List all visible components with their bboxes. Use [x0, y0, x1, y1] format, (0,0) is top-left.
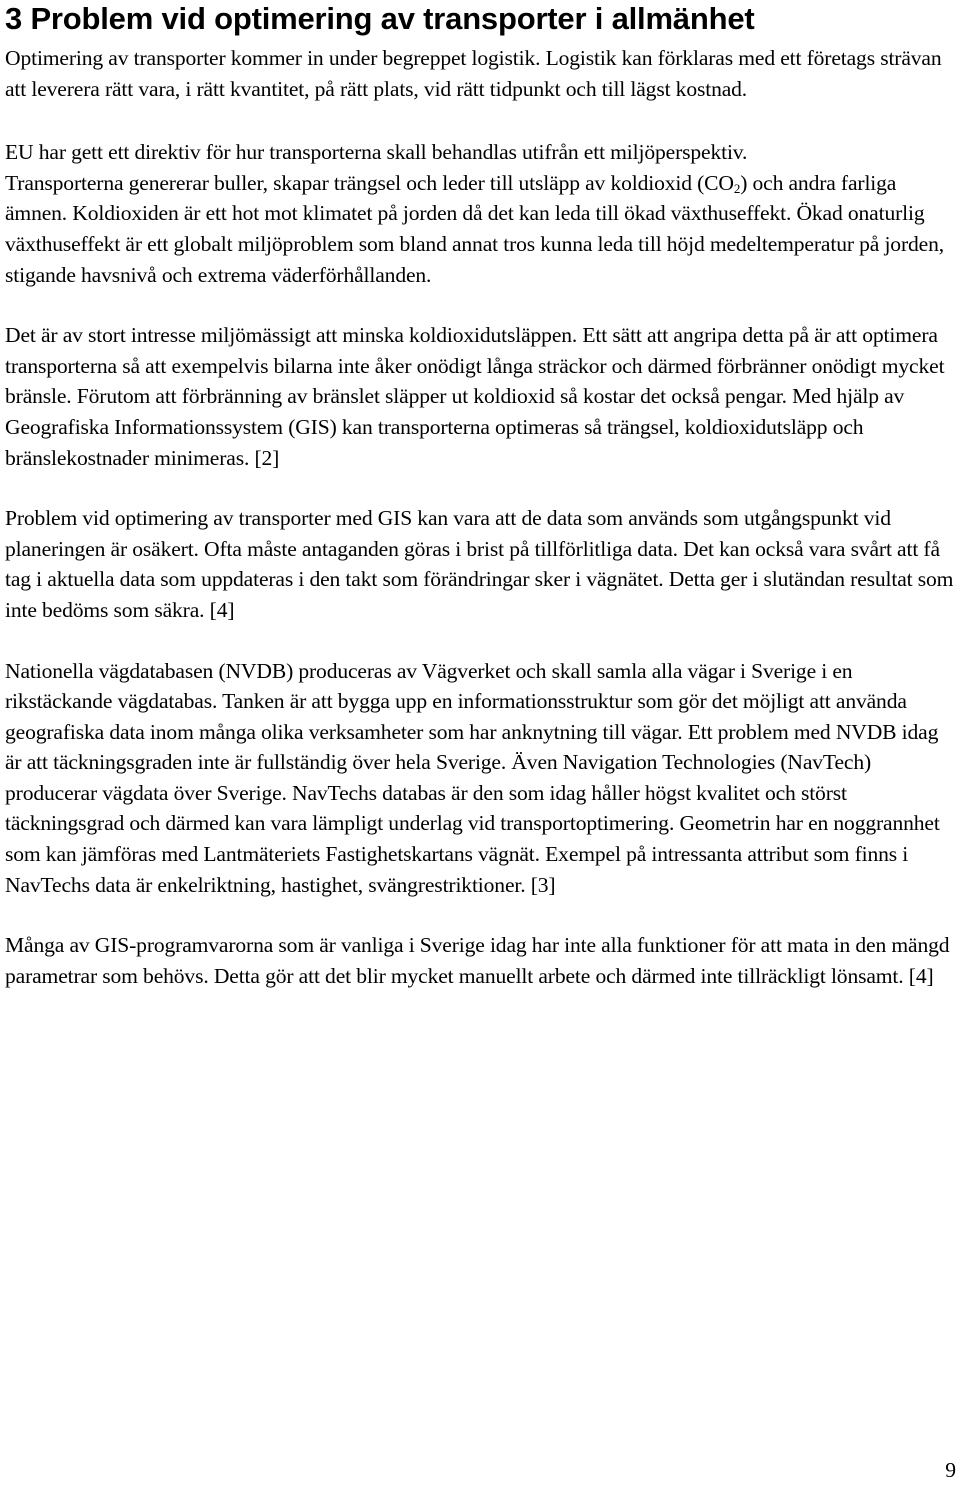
paragraph-nvdb: Nationella vägdatabasen (NVDB) produceras av Vägverket och skall samla alla vägar i Sverige i en rikstäckande vägdatabas. Tanken är att bygga upp en informationsstruktur som gör det möjligt att använda geografiska data inom många olika verksamheter som har anknytning till vägar. Ett problem med NVDB idag är att täckningsgraden inte är fullständig över hela Sverige. Även Navigation Technologies (NavTech) producerar vägdata över Sverige. NavTechs databas är den som idag håller högst kvalitet och störst täckningsgrad och därmed kan vara lämpligt underlag vid transportoptimering. Geometrin har en noggrannhet som kan jämföras med Lantmäteriets Fastighetskartans vägnät. Exempel på intressanta attribut som finns i NavTechs data är enkelriktning, hastighet, svängrestriktioner. [3] [5, 658, 940, 897]
section-heading: 3 Problem vid optimering av transporter i allmänhet [5, 1, 755, 36]
paragraph-gis-software: Många av GIS-programvarorna som är vanliga i Sverige idag har inte alla funktioner för att mata in den mängd parametrar som behövs. Detta gör att det blir mycket manuellt arbete och därmed inte tillräckligt lönsamt. [4] [5, 933, 950, 988]
document-page [5, 0, 955, 991]
paragraph-emissions: Det är av stort intresse miljömässigt att minska koldioxidutsläppen. Ett sätt att angripa detta på är att optimera transporterna så att exempelvis bilarna inte åker onödigt långa sträckor och därmed förbränner onödigt mycket bränsle. Förutom att förbränning av bränslet släpper ut koldioxid så kostar det också pengar. Med hjälp av Geografiska Informationssystem (GIS) kan transporterna optimeras så trängsel, koldioxidutsläpp och bränslekostnader minimeras. [2] [5, 323, 945, 470]
paragraph-logistics: Optimering av transporter kommer in under begreppet logistik. Logistik kan förklaras med ett företags strävan att leverera rätt vara, i rätt kvantitet, på rätt plats, vid rätt tidpunkt och till lägst kostnad. [5, 46, 942, 101]
page-number: 9 [945, 1458, 956, 1482]
eu-directive-sentence: EU har gett ett direktiv för hur transporterna skall behandlas utifrån ett miljöperspektiv. [5, 140, 748, 165]
paragraph-eu-directive [5, 137, 955, 290]
co2-text-before: Transporterna genererar buller, skapar trängsel och leder till utsläpp av koldioxid (CO [5, 170, 734, 195]
co2-subscript: 2 [733, 180, 741, 196]
paragraph-gis-problems: Problem vid optimering av transporter med GIS kan vara att de data som används som utgångspunkt vid planeringen är osäkert. Ofta måste antaganden göras i brist på tillförlitliga data. Det kan också vara svårt att få tag i aktuella data som uppdateras i den takt som förändringar sker i vägnätet. Detta ger i slutändan resultat som inte bedöms som säkra. [4] [5, 506, 954, 622]
co2-text-after: ) och andra farliga ämnen. Koldioxiden är ett hot mot klimatet på jorden då det kan leda till ökad växthuseffekt. Ökad onaturlig växthuseffekt är ett globalt miljöproblem som bland annat tros kunna leda till höjd medeltemperatur på jorden, stigande havsnivå och extrema väderförhållanden. [5, 170, 944, 287]
